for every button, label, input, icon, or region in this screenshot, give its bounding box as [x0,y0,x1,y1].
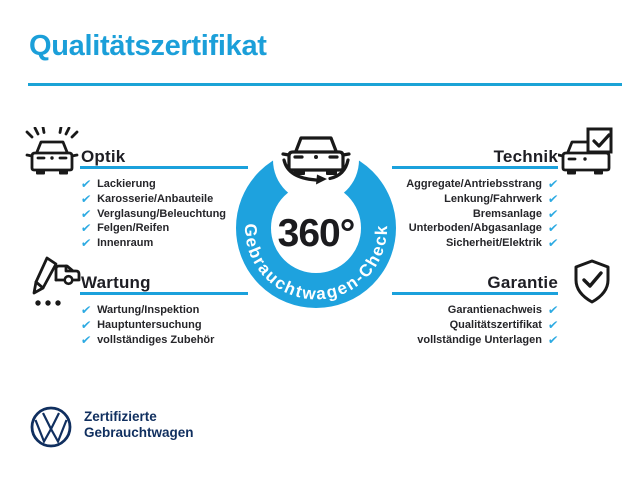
list-item: vollständige Unterlagen ✔ [417,332,559,347]
section-rule-wartung [80,292,248,295]
check-icon: ✔ [546,303,559,318]
section-title-technik: Technik [493,147,558,166]
check-icon: ✔ [80,318,93,333]
check-icon: ✔ [80,221,93,236]
vw-logo [30,406,72,448]
list-item: Aggregate/Antriebsstrang ✔ [406,177,559,192]
list-item: Garantienachweis ✔ [447,303,559,318]
check-icon: ✔ [546,332,559,347]
check-icon: ✔ [546,177,559,192]
section-rule-garantie [392,292,558,295]
badge-ring-label: Gebrauchtwagen-Check [240,223,392,304]
shield-check-icon [572,258,612,306]
footer-claim-line2: Gebrauchtwagen [84,424,194,440]
wartung-check-list [81,303,251,347]
list-item: Bremsanlage ✔ [472,206,559,221]
check-icon: ✔ [546,221,559,236]
title-divider [28,83,622,86]
pencil-checklist-car-icon [25,255,81,311]
list-item: ✔ Karosserie/Anbauteile [80,192,214,207]
list-item: Lenkung/Fahrwerk ✔ [444,192,559,207]
garantie-check-list [388,303,558,347]
section-title-garantie: Garantie [487,273,558,292]
check-icon: ✔ [80,303,93,318]
check-icon: ✔ [80,177,93,192]
car-front-shine-icon [25,127,79,177]
list-item: Sicherheit/Elektrik ✔ [445,236,559,251]
check-icon: ✔ [546,192,559,207]
list-item: ✔ Verglasung/Beleuchtung [80,206,227,221]
section-title-wartung: Wartung [81,273,151,292]
car-checkbox-icon [558,126,616,176]
badge-degrees-label: 360° [277,212,355,255]
list-item: ✔ Innenraum [80,236,154,251]
check-icon: ✔ [546,206,559,221]
list-item: Qualitätszertifikat ✔ [449,318,559,333]
optik-check-list [81,177,251,250]
badge-360 [229,120,405,316]
check-icon: ✔ [80,206,93,221]
section-rule-optik [80,166,248,169]
list-item: ✔ Hauptuntersuchung [80,318,202,333]
list-item: ✔ Wartung/Inspektion [80,303,200,318]
footer-claim-line1: Zertifizierte [84,409,157,424]
check-icon: ✔ [80,332,93,347]
technik-check-list [388,177,558,250]
check-icon: ✔ [80,236,93,251]
page-title: Qualitätszertifikat [29,30,267,62]
check-icon: ✔ [546,318,559,333]
section-rule-technik [392,166,558,169]
check-icon: ✔ [80,192,93,207]
footer-claim [84,409,194,440]
list-item: Unterboden/Abgasanlage ✔ [408,221,559,236]
list-item: ✔ Felgen/Reifen [80,221,170,236]
list-item: ✔ vollständiges Zubehör [80,332,215,347]
check-icon: ✔ [546,236,559,251]
list-item: ✔ Lackierung [80,177,156,192]
section-title-optik: Optik [81,147,126,166]
